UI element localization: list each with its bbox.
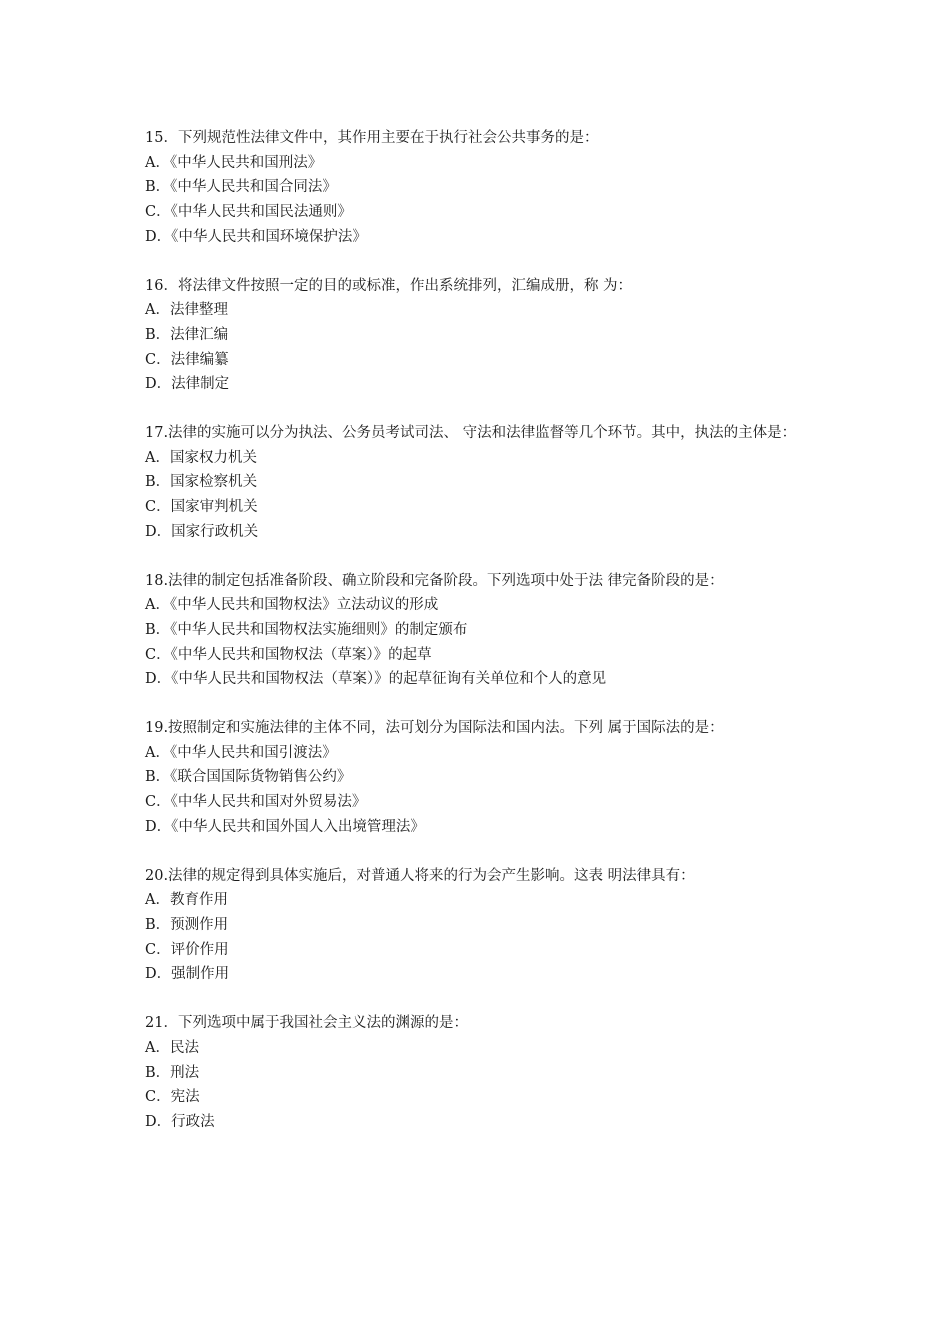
question-stem: 21．下列选项中属于我国社会主义法的渊源的是： xyxy=(145,1015,468,1032)
question-stem: 16．将法律文件按照一定的目的或标准，作出系统排列，汇编成册，称 为： xyxy=(145,277,633,294)
question-stem: 19.按照制定和实施法律的主体不同，法可划分为国际法和国内法。下列 属于国际法的是： xyxy=(145,720,724,737)
option-d: D．行政法 xyxy=(145,1113,215,1130)
option-list xyxy=(145,151,845,250)
option-d: D．法律制定 xyxy=(145,376,230,393)
option-b: B．法律汇编 xyxy=(145,326,229,343)
question-stem: 20.法律的规定得到具体实施后，对普通人将来的行为会产生影响。这表 明法律具有： xyxy=(145,867,695,884)
option-c: C．《中华人民共和国对外贸易法》 xyxy=(145,794,367,811)
option-d: D．国家行政机关 xyxy=(145,523,259,540)
option-a: A．《中华人民共和国刑法》 xyxy=(145,154,323,171)
option-b: B．《联合国国际货物销售公约》 xyxy=(145,769,352,786)
option-c: C．评价作用 xyxy=(145,941,229,958)
question-20 xyxy=(145,864,845,988)
option-d: D．《中华人民共和国物权法（草案）》的起草征询有关单位和个人的意见 xyxy=(145,671,607,688)
option-d: D．强制作用 xyxy=(145,966,230,983)
option-a: A．法律整理 xyxy=(145,302,228,319)
question-19 xyxy=(145,716,845,840)
option-a: A．国家权力机关 xyxy=(145,449,257,466)
option-list xyxy=(145,741,845,840)
option-list xyxy=(145,298,845,397)
option-c: C．国家审判机关 xyxy=(145,499,258,516)
option-b: B．刑法 xyxy=(145,1064,200,1081)
question-stem: 17.法律的实施可以分为执法、公务员考试司法、 守法和法律监督等几个环节。其中，执法的主体是： xyxy=(145,425,797,442)
option-b: B．国家检察机关 xyxy=(145,474,258,491)
option-list xyxy=(145,1036,845,1135)
option-c: C．宪法 xyxy=(145,1089,200,1106)
option-list xyxy=(145,888,845,987)
option-a: A．民法 xyxy=(145,1039,199,1056)
option-c: C．《中华人民共和国民法通则》 xyxy=(145,204,352,221)
question-list xyxy=(145,126,845,1159)
question-21 xyxy=(145,1011,845,1135)
option-list xyxy=(145,593,845,692)
question-18 xyxy=(145,569,845,693)
question-16 xyxy=(145,274,845,398)
question-15 xyxy=(145,126,845,250)
option-b: B．《中华人民共和国物权法实施细则》的制定颁布 xyxy=(145,621,468,638)
option-d: D．《中华人民共和国环境保护法》 xyxy=(145,228,367,245)
option-b: B．预测作用 xyxy=(145,916,229,933)
option-a: A．教育作用 xyxy=(145,892,228,909)
option-b: B．《中华人民共和国合同法》 xyxy=(145,179,337,196)
option-list xyxy=(145,446,845,545)
option-a: A．《中华人民共和国物权法》立法动议的形成 xyxy=(145,597,439,614)
option-a: A．《中华人民共和国引渡法》 xyxy=(145,744,337,761)
question-stem: 18.法律的制定包括准备阶段、确立阶段和完备阶段。下列选项中处于法 律完备阶段的是： xyxy=(145,572,724,589)
option-c: C．法律编纂 xyxy=(145,351,229,368)
option-c: C．《中华人民共和国物权法（草案）》的起草 xyxy=(145,646,432,663)
question-17 xyxy=(145,421,845,545)
option-d: D．《中华人民共和国外国人入出境管理法》 xyxy=(145,818,425,835)
question-stem: 15．下列规范性法律文件中，其作用主要在于执行社会公共事务的是： xyxy=(145,130,599,146)
